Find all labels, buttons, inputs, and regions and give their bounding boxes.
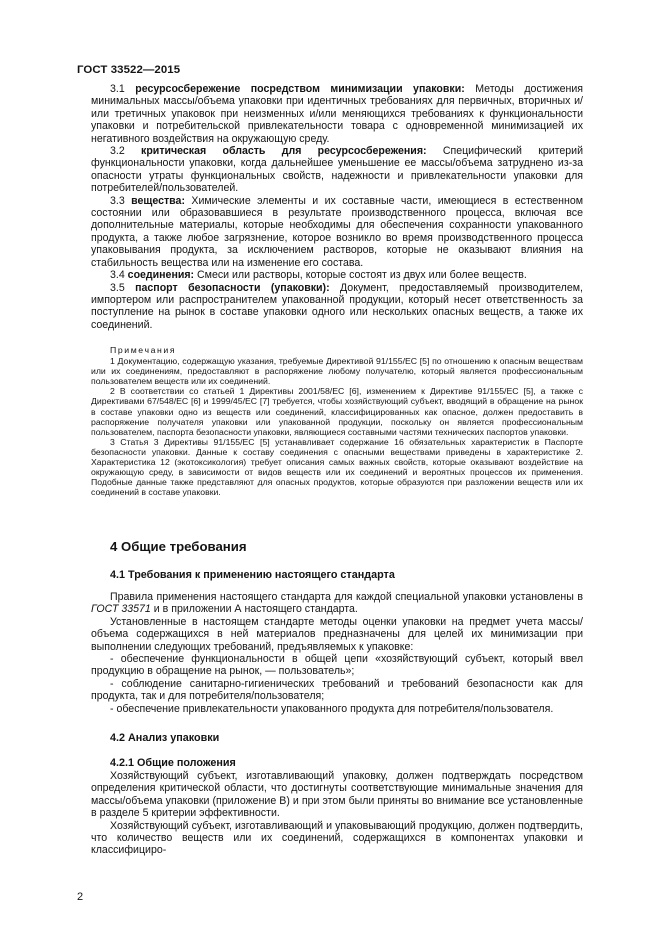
- paragraph: Правила применения настоящего стандарта для каждой специальной упаковки установлены в ГОСТ 33571 и в приложении А настоящего стандарта.: [91, 591, 583, 616]
- note-1: 1 Документацию, содержащую указания, требуемые Директивой 91/155/ЕС [5] по отношению к опасным веществам или их соединениям, предоставляют в распоряжение любому получателю, который является профессиональным пользователем веществ или их соединений.: [91, 356, 583, 387]
- term: ресурсосбережение посредством минимизации упаковки:: [135, 83, 465, 95]
- note-2: 2 В соответствии со статьей 1 Директивы 2001/58/ЕС [6], изменением к Директиве 91/155/ЕС [5], а также с Директивами 67/548/ЕС [6] и 1999/45/ЕС [7] требуется, чтобы хозяйствующий субъект, вводящий в обращение на рынок в составе упаковки одно из веществ или соединений, классифицированных как опасное, должен предоставить в распоряжение получателя упаковки или упакованной продукции, поскольку он является профессиональным пользователем, паспорта безопасности упаковки, являющиеся составными частями технических паспортов упаковки.: [91, 386, 583, 437]
- list-item: - соблюдение санитарно-гигиенических требований и требований безопасности как для продукта, так и для потребителя/пользователя;: [91, 677, 583, 703]
- section-4-heading: 4 Общие требования: [110, 539, 247, 554]
- paragraph: Хозяйствующий субъект, изготавливающий упаковку, должен подтверждать посредством определения критической области, что достигнуты соответствующие минимальные значения для массы/объема упаковки (приложение В) и при этом были приняты во внимание все установленные в разделе 5 критерии эффективности.: [91, 770, 583, 820]
- list-item: - обеспечение функциональности в общей цепи «хозяйствующий субъект, который ввел продукцию в обращение на рынок, — пользователь»;: [91, 653, 583, 678]
- standard-reference: ГОСТ 33571: [91, 603, 151, 616]
- definition-3-4: 3.4 соединения: Смеси или растворы, которые состоят из двух или более веществ.: [110, 269, 527, 282]
- term: критическая область для ресурсосбережения:: [141, 145, 427, 158]
- list-item: - обеспечение привлекательности упакованного продукта для потребителя/пользователя.: [110, 702, 554, 715]
- notes-title: Примечания: [110, 345, 177, 355]
- page-number: 2: [77, 891, 84, 903]
- term: соединения:: [127, 269, 195, 282]
- definitions-section-3: [91, 83, 583, 331]
- note-3: 3 Статья 3 Директивы 91/155/ЕС [5] устанавливает содержание 16 обязательных характеристик в Паспорте безопасности упаковки. Данные к составу соединения с опасными веществами приведены в характеристике 2. Характеристика 12 (экотоксикология) требует описания самых важных свойств, которые оказывают воздействие на окружающую среду, в зависимости от видов веществ или их соединений и вероятных процессов их применения. Подобные данные также представляют для опасных продуктов, которые образуются при разложении веществ или их соединений в составе упаковки.: [91, 436, 583, 498]
- definition-3-5: 3.5 паспорт безопасности (упаковки): Документ, предоставляемый производителем, импортером или распространителем упакованной продукции, который несет ответственность за поступление на рынок в составе упаковки одного или нескольких опасных веществ, а также их соединений.: [91, 281, 583, 331]
- term: паспорт безопасности (упаковки):: [135, 281, 330, 294]
- document-header: ГОСТ 33522—2015: [77, 64, 181, 76]
- notes-block: [91, 345, 583, 497]
- section-4-2-heading: 4.2 Анализ упаковки: [110, 732, 220, 744]
- paragraph: Хозяйствующий субъект, изготавливающий и упаковывающий продукцию, должен подтвердить, что количество веществ или их соединений, содержащихся в компонентах упаковки и классифициро-: [91, 819, 583, 857]
- section-4-1-heading: 4.1 Требования к применению настоящего стандарта: [110, 569, 395, 581]
- section-4-2-1-heading: 4.2.1 Общие положения: [110, 757, 236, 769]
- section-4-2-1-body: [91, 770, 583, 857]
- paragraph: Установленные в настоящем стандарте методы оценки упаковки на предмет учета массы/объема содержащихся в ней материалов предназначены для целей их минимизации при выполнении следующих требований, предъявляемых к упаковке:: [91, 615, 583, 653]
- definition-3-2: 3.2 критическая область для ресурсосбережения: Специфический критерий функциональности упаковки, когда дальнейшее уменьшение ее массы/объема затруднено из-за опасности утраты функциональных свойств, надежности и привлекательности упаковки для потребителей/пользователей.: [91, 145, 583, 195]
- section-4-1-body: [91, 591, 583, 715]
- definition-3-1: 3.1 ресурсосбережение посредством минимизации упаковки: Методы достижения минимальных массы/объема упаковки при идентичных требованиях для первичных, вторичных и/или третичных упаковок при неизменных и/или меняющихся требованиях к функциональности упаковки и потребительской привлекательности товара с одновременной минимизацией их негативного воздействия на окружающую среду.: [91, 83, 583, 145]
- term: вещества:: [131, 194, 185, 207]
- definition-3-3: 3.3 вещества: Химические элементы и их составные части, имеющиеся в естественном состоянии или образовавшиеся в результате производственного процесса, включая все дополнительные материалы, которые необходимы для обеспечения сохранности упакованного продукта, а также любое загрязнение, которое возникло во время производственного процесса упаковывания продукта, за исключением растворов, которые не оказывают влияния на стабильность вещества или на изменение его состава.: [91, 194, 583, 269]
